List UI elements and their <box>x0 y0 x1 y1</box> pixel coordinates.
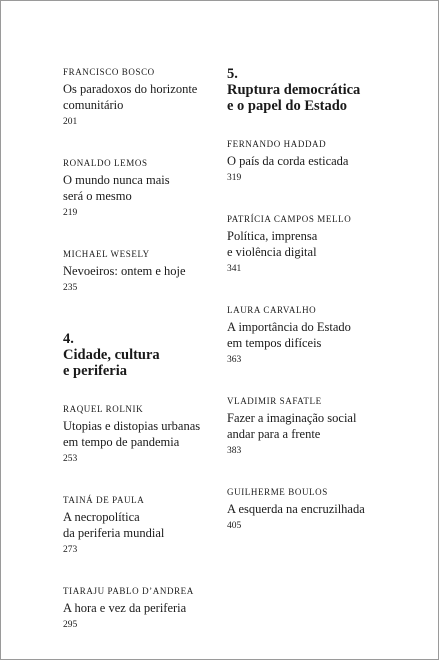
toc-entry <box>227 395 392 458</box>
section-title: Cidade, cultura e periferia <box>63 347 160 379</box>
entry-author: RONALDO LEMOS <box>63 158 148 168</box>
entry-page-number: 235 <box>63 283 78 293</box>
toc-entry <box>63 585 213 632</box>
entry-author: FERNANDO HADDAD <box>227 139 327 149</box>
entry-title: Os paradoxos do horizonte comunitário <box>63 82 198 112</box>
entry-author: RAQUEL ROLNIK <box>63 404 144 414</box>
toc-entry <box>227 486 392 533</box>
section-number: 5. <box>227 66 238 82</box>
entry-author: FRANCISCO BOSCO <box>63 67 155 77</box>
entry-title: A esquerda na encruzilhada <box>227 502 365 516</box>
section-title: Ruptura democrática e o papel do Estado <box>227 82 361 114</box>
toc-entry <box>227 304 392 367</box>
toc-column-right <box>227 66 392 561</box>
entry-page-number: 253 <box>63 454 78 464</box>
entry-author: GUILHERME BOULOS <box>227 487 328 497</box>
entry-author: TAINÁ DE PAULA <box>63 495 145 505</box>
entry-title: A importância do Estado em tempos difíceis <box>227 320 351 350</box>
entry-title: Utopias e distopias urbanas em tempo de pandemia <box>63 419 201 449</box>
entry-author: MICHAEL WESELY <box>63 249 150 259</box>
section-heading <box>227 66 392 114</box>
toc-entry <box>227 213 392 276</box>
entry-page-number: 201 <box>63 117 78 127</box>
entry-page-number: 319 <box>227 173 242 183</box>
entry-author: LAURA CARVALHO <box>227 305 317 315</box>
section-number: 4. <box>63 331 74 347</box>
entry-title: O mundo nunca mais será o mesmo <box>63 173 170 203</box>
entry-page-number: 383 <box>227 446 242 456</box>
entry-title: Fazer a imaginação social andar para a frente <box>227 411 357 441</box>
toc-entry <box>63 66 213 129</box>
toc-entry <box>63 157 213 220</box>
entry-page-number: 273 <box>63 545 78 555</box>
entry-author: PATRÍCIA CAMPOS MELLO <box>227 214 352 224</box>
entry-page-number: 341 <box>227 264 242 274</box>
toc-entry <box>63 494 213 557</box>
entry-title: Nevoeiros: ontem e hoje <box>63 264 186 278</box>
toc-entry <box>63 248 213 295</box>
entry-page-number: 295 <box>63 620 78 630</box>
entry-title: O país da corda esticada <box>227 154 349 168</box>
entry-page-number: 219 <box>63 208 78 218</box>
entry-author: VLADIMIR SAFATLE <box>227 396 322 406</box>
entry-page-number: 363 <box>227 355 242 365</box>
toc-entry <box>63 403 213 466</box>
section-heading <box>63 331 213 379</box>
entry-title: Política, imprensa e violência digital <box>227 229 318 259</box>
entry-title: A hora e vez da periferia <box>63 601 187 615</box>
entry-title: A necropolítica da periferia mundial <box>63 510 165 540</box>
toc-entry <box>227 138 392 185</box>
toc-column-left <box>63 66 213 660</box>
entry-page-number: 405 <box>227 521 242 531</box>
entry-author: TIARAJU PABLO D’ANDREA <box>63 586 194 596</box>
